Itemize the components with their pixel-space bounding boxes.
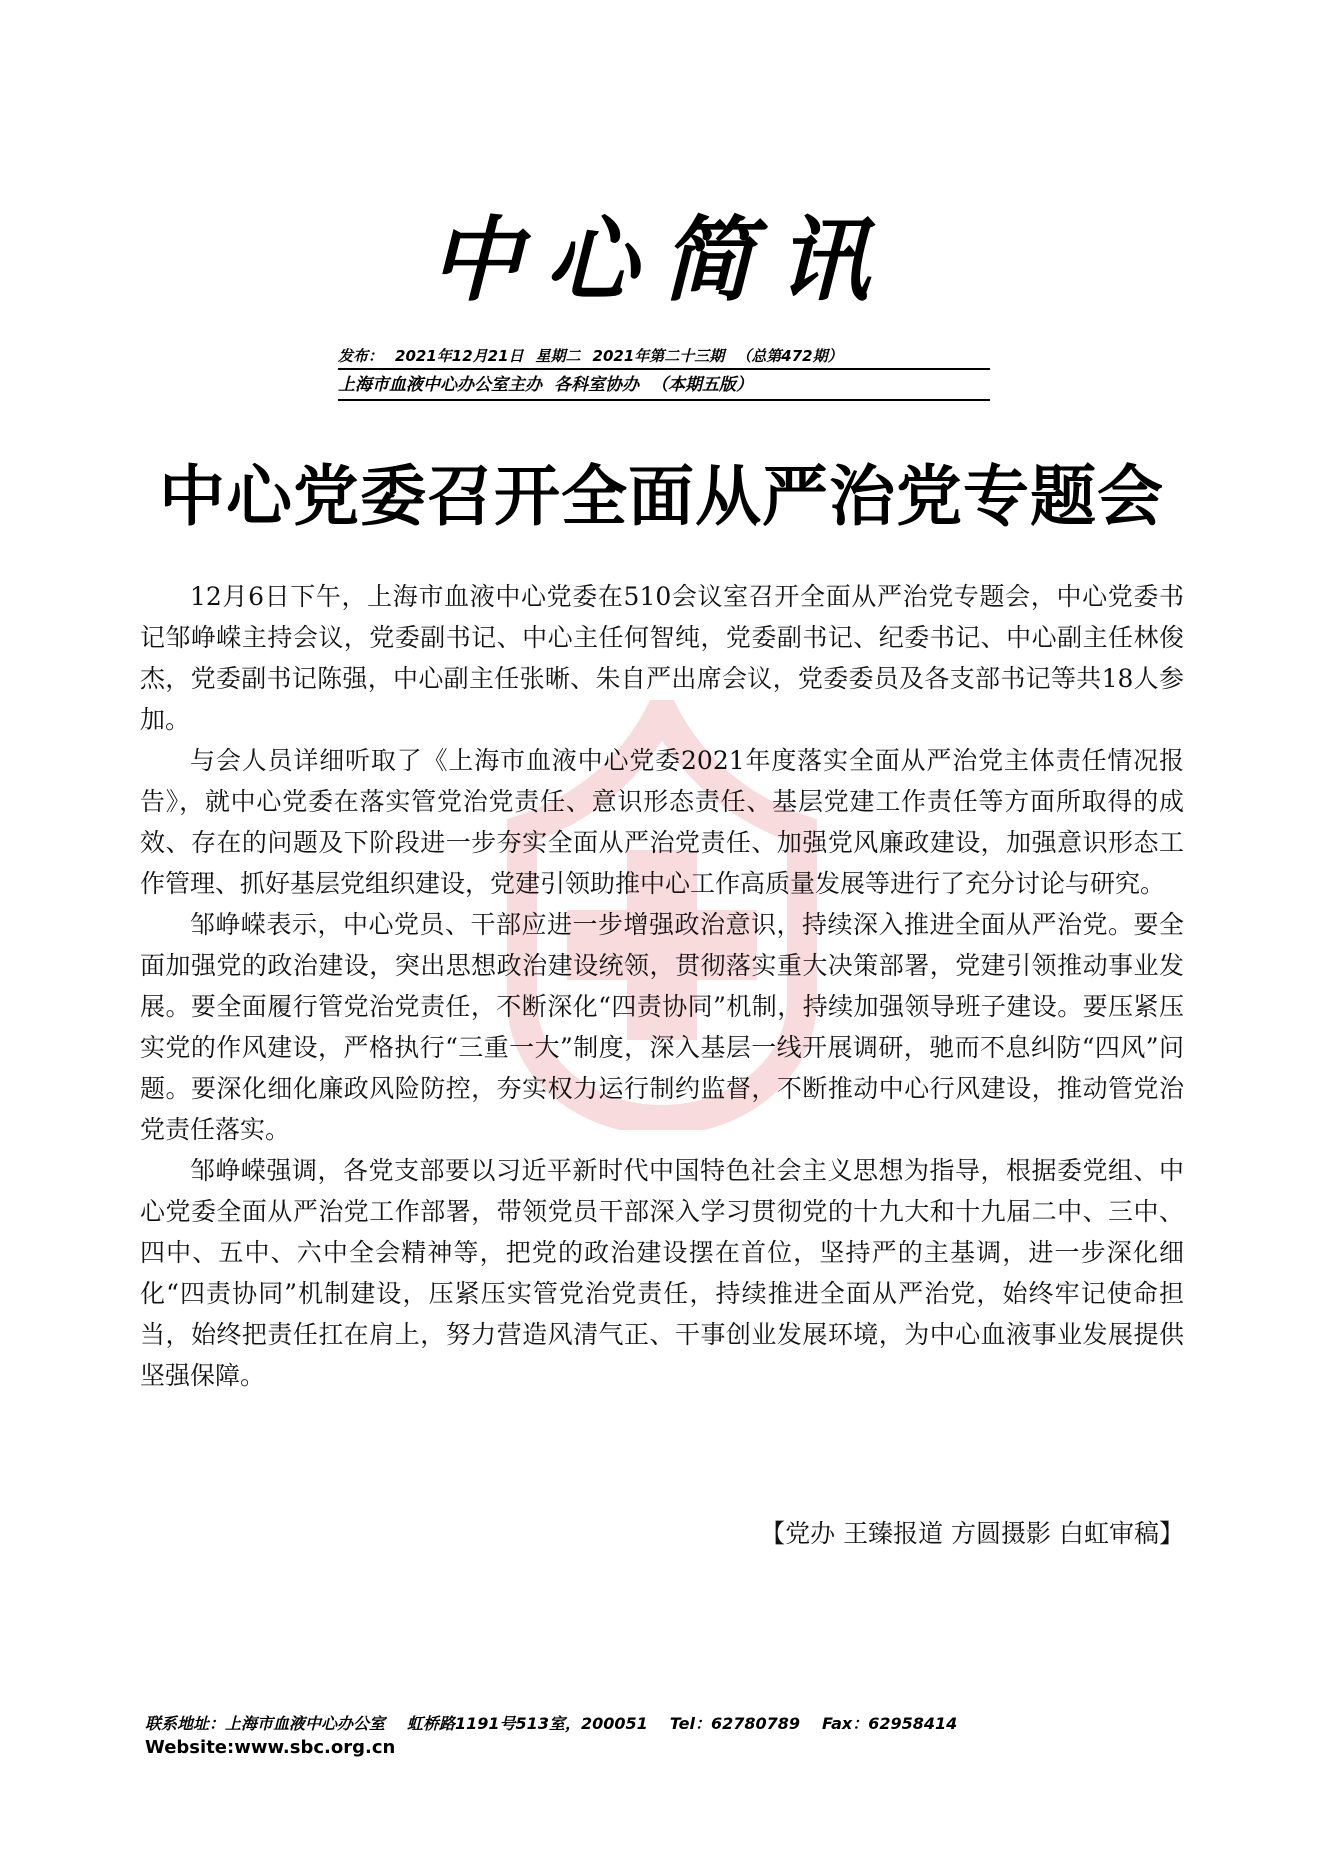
masthead-title: 中心简讯 — [429, 207, 894, 314]
article-body — [140, 576, 1184, 1396]
org-line — [338, 371, 990, 401]
issue-number: 2021年第二十三期 — [592, 347, 725, 365]
footer-fax: Fax：62958414 — [822, 1714, 958, 1733]
issue-date: 2021年12月21日 — [395, 347, 524, 365]
org-host: 上海市血液中心办公室主办 — [338, 375, 542, 395]
issue-total: （总第472期） — [736, 347, 843, 365]
article-paragraph: 与会人员详细听取了《上海市血液中心党委2021年度落实全面从严治党主体责任情况报告》，就中心党委在落实管党治党责任、意识形态责任、基层党建工作责任等方面所取得的成效、存在的问题及下阶段进一步夯实全面从严治党责任、加强党风廉政建设，加强意识形态工作管理、抓好基层党组织建设，党建引领助推中心工作高质量发展等进行了充分讨论与研究。 — [140, 746, 1184, 898]
issue-label: 发布： — [338, 347, 384, 365]
issue-line — [338, 344, 990, 370]
footer — [145, 1712, 1205, 1760]
footer-website[interactable]: Website:www.sbc.org.cn — [145, 1737, 396, 1758]
article-paragraph: 邹峥嵘表示，中心党员、干部应进一步增强政治意识，持续深入推进全面从严治党。要全面加强党的政治建设，突出思想政治建设统领，贯彻落实重大决策部署，党建引领推动事业发展。要全面履行管党治党责任，不断深化“四责协同”机制，持续加强领导班子建设。要压紧压实党的作风建设，严格执行“三重一大”制度，深入基层一线开展调研，驰而不息纠防“四风”问题。要深化细化廉政风险防控，夯实权力运行制约监督，不断推动中心行风建设，推动管党治党责任落实。 — [140, 910, 1184, 1144]
article-headline: 中心党委召开全面从严治党专题会 — [159, 458, 1164, 535]
footer-street: 虹桥路1191号513室，200051 — [407, 1714, 648, 1733]
org-cohost: 各科室协办 — [554, 375, 639, 395]
footer-tel: Tel：62780789 — [669, 1714, 801, 1733]
article-paragraph: 邹峥嵘强调，各党支部要以习近平新时代中国特色社会主义思想为指导，根据委党组、中心党委全面从严治党工作部署，带领党员干部深入学习贯彻党的十九大和十九届二中、三中、四中、五中、六中全会精神等，把党的政治建设摆在首位，坚持严的主基调，进一步深化细化“四责协同”机制建设，压紧压实管党治党责任，持续推进全面从严治党，始终牢记使命担当，始终把责任扛在肩上，努力营造风清气正、干事创业发展环境，为中心血液事业发展提供坚强保障。 — [140, 1156, 1184, 1390]
footer-contact — [145, 1712, 1205, 1736]
article-paragraph: 12月6日下午，上海市血液中心党委在510会议室召开全面从严治党专题会，中心党委书记邹峥嵘主持会议，党委副书记、中心主任何智纯，党委副书记、纪委书记、中心副主任林俊杰，党委副书记陈强，中心副主任张晰、朱自严出席会议，党委委员及各支部书记等共18人参加。 — [140, 582, 1184, 734]
issue-weekday: 星期二 — [535, 347, 581, 365]
footer-address: 联系地址：上海市血液中心办公室 — [145, 1714, 386, 1733]
article-byline: 【党办 王臻报道 方圆摄影 白虹审稿】 — [760, 1519, 1184, 1548]
org-pages: （本期五版） — [651, 375, 753, 395]
